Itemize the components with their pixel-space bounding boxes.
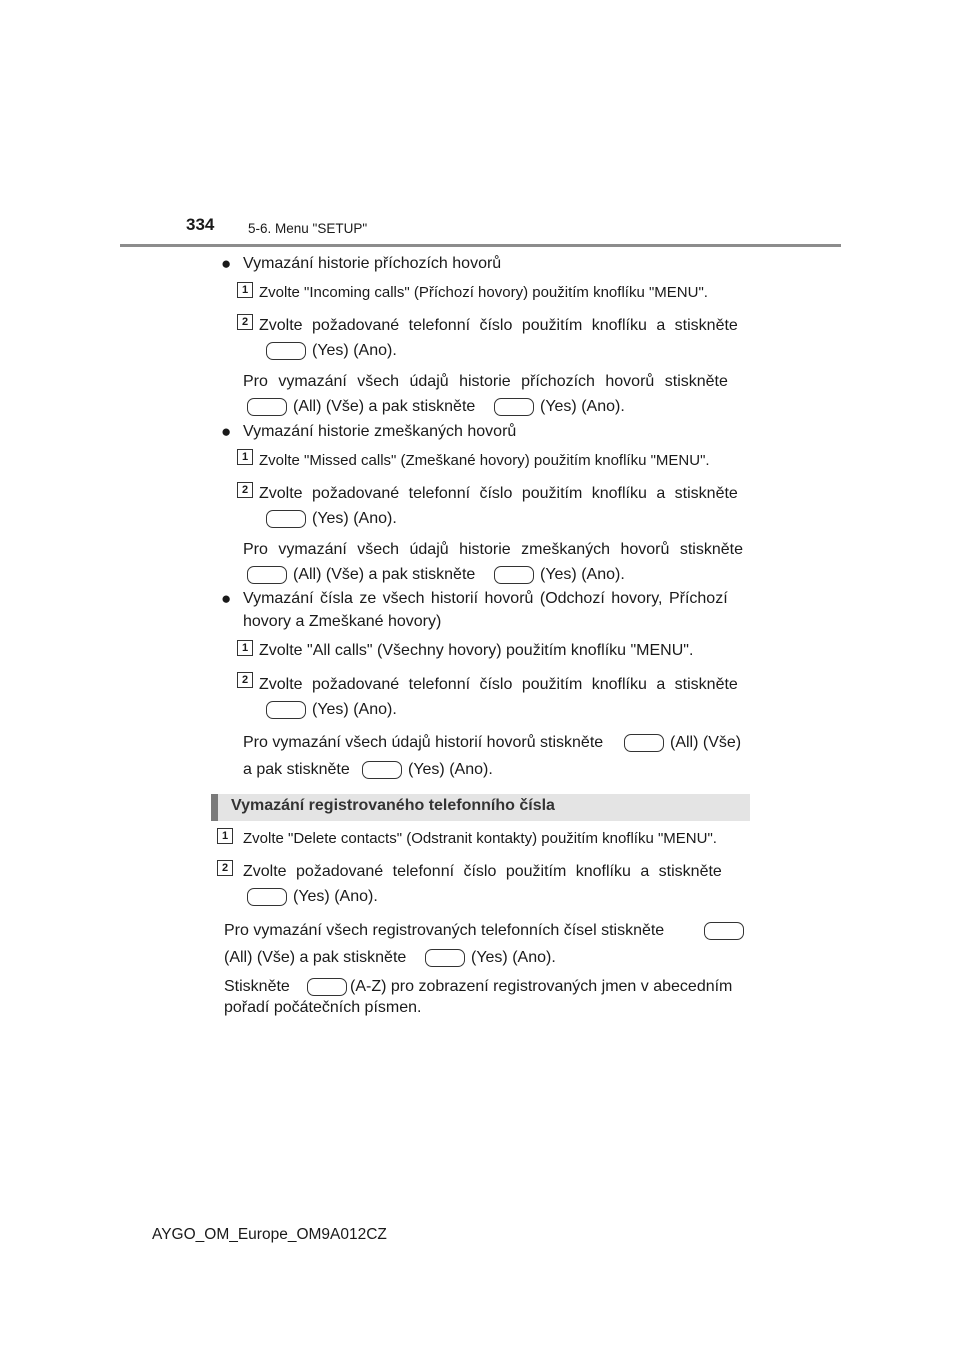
step-number-1-icon: 1 (237, 640, 253, 656)
subsection-banner (211, 794, 750, 821)
document-code: AYGO_OM_Europe_OM9A012CZ (152, 1226, 387, 1243)
step-number-2-icon: 2 (237, 314, 253, 330)
step-number-2-icon: 2 (217, 860, 233, 876)
yes-button-icon (425, 949, 465, 967)
section3-note-line2a: a pak stiskněte (243, 761, 350, 778)
bullet-icon: ● (221, 254, 232, 273)
registered-note2-line1b: (A-Z) pro zobrazení registrovaných jmen v abecedním (350, 978, 733, 995)
section1-note-line2b: (Yes) (Ano). (540, 398, 625, 415)
yes-button-icon (362, 761, 402, 779)
yes-button-icon (266, 342, 306, 360)
section2-note-line2a: (All) (Vše) a pak stiskněte (293, 566, 476, 583)
yes-button-icon (266, 510, 306, 528)
section1-step2-line2: (Yes) (Ano). (312, 342, 397, 359)
yes-button-icon (494, 398, 534, 416)
section2-note-line2b: (Yes) (Ano). (540, 566, 625, 583)
section1-step2-line1: Zvolte požadované telefonní číslo použitím knoflíku a stiskněte (259, 317, 738, 334)
section2-title: Vymazání historie zmeškaných hovorů (243, 423, 517, 440)
section3-title-line1: Vymazání čísla ze všech historií hovorů (Odchozí hovory, Příchozí (243, 590, 728, 607)
step-number-1-icon: 1 (217, 828, 233, 844)
registered-step2-line1: Zvolte požadované telefonní číslo použitím knoflíku a stiskněte (243, 863, 722, 880)
section3-step1: Zvolte "All calls" (Všechny hovory) použitím knoflíku "MENU". (259, 642, 694, 659)
step-number-1-icon: 1 (237, 282, 253, 298)
a-z-button-icon (307, 978, 347, 996)
registered-note2-line1a: Stiskněte (224, 978, 290, 995)
page-number: 334 (186, 215, 215, 234)
section-title: 5-6. Menu "SETUP" (248, 221, 368, 236)
yes-button-icon (266, 701, 306, 719)
step-number-2-icon: 2 (237, 672, 253, 688)
registered-note1-line1: Pro vymazání všech registrovaných telefonních čísel stiskněte (224, 922, 665, 939)
registered-step1: Zvolte "Delete contacts" (Odstranit kontakty) použitím knoflíku "MENU". (243, 830, 717, 847)
section2-note-line1: Pro vymazání všech údajů historie zmeškaných hovorů stiskněte (243, 541, 743, 558)
all-button-icon (704, 922, 744, 940)
section3-note-line2b: (Yes) (Ano). (408, 761, 493, 778)
registered-note2-line2: pořadí počátečních písmen. (224, 999, 422, 1016)
section1-note-line2a: (All) (Vše) a pak stiskněte (293, 398, 476, 415)
header-divider (120, 244, 841, 247)
section3-note-line1b: (All) (Vše) (670, 734, 742, 751)
bullet-icon: ● (221, 422, 232, 441)
section2-step1: Zvolte "Missed calls" (Zmeškané hovory) použitím knoflíku "MENU". (259, 452, 710, 469)
step-number-1-icon: 1 (237, 449, 253, 465)
section3-note-line1a: Pro vymazání všech údajů historií hovorů stiskněte (243, 734, 604, 751)
section1-step1: Zvolte "Incoming calls" (Příchozí hovory) použitím knoflíku "MENU". (259, 284, 708, 301)
all-button-icon (247, 566, 287, 584)
yes-button-icon (494, 566, 534, 584)
section3-title-line2: hovory a Zmeškané hovory) (243, 613, 442, 630)
subsection-heading: Vymazání registrovaného telefonního čísla (231, 797, 555, 814)
section2-step2-line1: Zvolte požadované telefonní číslo použitím knoflíku a stiskněte (259, 485, 738, 502)
all-button-icon (247, 398, 287, 416)
yes-button-icon (247, 888, 287, 906)
all-button-icon (624, 734, 664, 752)
section3-step2-line2: (Yes) (Ano). (312, 701, 397, 718)
section1-note-line1: Pro vymazání všech údajů historie příchozích hovorů stiskněte (243, 373, 728, 390)
step-number-2-icon: 2 (237, 482, 253, 498)
registered-step2-line2: (Yes) (Ano). (293, 888, 378, 905)
registered-note1-line2a: (All) (Vše) a pak stiskněte (224, 949, 407, 966)
registered-note1-line2b: (Yes) (Ano). (471, 949, 556, 966)
section1-title: Vymazání historie příchozích hovorů (243, 255, 502, 272)
section3-step2-line1: Zvolte požadované telefonní číslo použitím knoflíku a stiskněte (259, 676, 738, 693)
bullet-icon: ● (221, 589, 232, 608)
section2-step2-line2: (Yes) (Ano). (312, 510, 397, 527)
